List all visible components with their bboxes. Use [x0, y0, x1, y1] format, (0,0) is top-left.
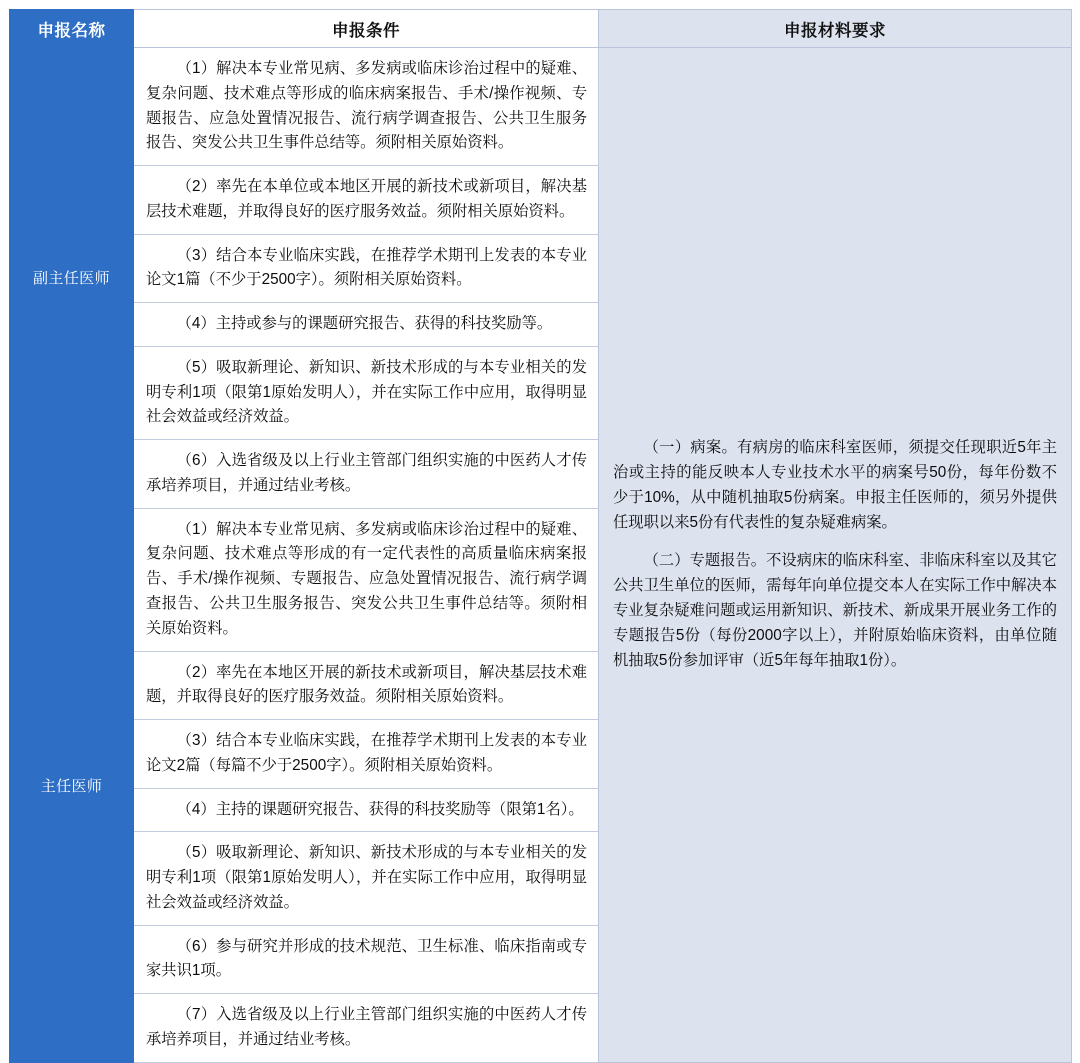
condition-cell: [134, 346, 599, 439]
condition-text: （1）解决本专业常见病、多发病或临床诊治过程中的疑难、复杂问题、技术难点等形成的临床病案报告、手术/操作视频、专题报告、应急处置情况报告、流行病学调查报告、公共卫生服务报告、突发公共卫生事件总结等。须附相关原始资料。: [146, 60, 587, 152]
condition-cell: [134, 166, 599, 235]
condition-cell: [134, 234, 599, 303]
condition-cell: [134, 788, 599, 832]
column-header-material: 申报材料要求: [599, 10, 1072, 48]
declaration-requirements-table: [9, 9, 1072, 1063]
table-header: [10, 10, 1072, 48]
table-header-row: [10, 10, 1072, 48]
condition-cell: [134, 925, 599, 994]
table-row: [10, 48, 1072, 166]
condition-cell: [134, 994, 599, 1063]
condition-cell: [134, 508, 599, 651]
section-name-associate-chief-physician: 副主任医师: [10, 48, 134, 509]
table-body: [10, 48, 1072, 1063]
condition-cell: [134, 303, 599, 347]
condition-text: （3）结合本专业临床实践，在推荐学术期刊上发表的本专业论文1篇（不少于2500字）。须附相关原始资料。: [146, 246, 587, 289]
column-header-name: 申报名称: [10, 10, 134, 48]
material-requirement-paragraph: （二）专题报告。不设病床的临床科室、非临床科室以及其它公共卫生单位的医师，需每年向单位提交本人在实际工作中解决本专业复杂疑难问题或运用新知识、新技术、新成果开展业务工作的专题报告5份（每份2000字以上），并附原始临床资料，由单位随机抽取5份参加评审（近5年每年抽取1份）。: [613, 552, 1057, 669]
condition-text: （6）入选省级及以上行业主管部门组织实施的中医药人才传承培养项目，并通过结业考核。: [146, 452, 587, 494]
material-requirements-cell: [599, 48, 1072, 1063]
column-header-condition: 申报条件: [134, 10, 599, 48]
condition-text: （5）吸取新理论、新知识、新技术形成的与本专业相关的发明专利1项（限第1原始发明人），并在实际工作中应用，取得明显社会效益或经济效益。: [146, 358, 587, 426]
condition-text: （6）参与研究并形成的技术规范、卫生标准、临床指南或专家共识1项。: [146, 937, 587, 980]
section-name-chief-physician: 主任医师: [10, 508, 134, 1062]
condition-text: （2）率先在本单位或本地区开展的新技术或新项目，解决基层技术难题，并取得良好的医疗服务效益。须附相关原始资料。: [146, 178, 587, 220]
material-requirement-paragraph: （一）病案。有病房的临床科室医师，须提交任现职近5年主治或主持的能反映本人专业技术水平的病案号50份，每年份数不少于10%，从中随机抽取5份病案。申报主任医师的，须另外提供任现职以来5份有代表性的复杂疑难病案。: [613, 439, 1057, 531]
condition-cell: [134, 48, 599, 166]
condition-text: （5）吸取新理论、新知识、新技术形成的与本专业相关的发明专利1项（限第1原始发明人），并在实际工作中应用，取得明显社会效益或经济效益。: [146, 844, 587, 911]
condition-text: （2）率先在本地区开展的新技术或新项目，解决基层技术难题，并取得良好的医疗服务效益。须附相关原始资料。: [146, 663, 587, 706]
condition-text: （1）解决本专业常见病、多发病或临床诊治过程中的疑难、复杂问题、技术难点等形成的有一定代表性的高质量临床病案报告、手术/操作视频、专题报告、应急处置情况报告、流行病学调查报告、公共卫生服务报告、突发公共卫生事件总结等。须附相关原始资料。: [146, 520, 587, 637]
condition-cell: [134, 440, 599, 509]
condition-text: （7）入选省级及以上行业主管部门组织实施的中医药人才传承培养项目，并通过结业考核。: [146, 1006, 587, 1048]
condition-text: （4）主持的课题研究报告、获得的科技奖励等（限第1名）。: [176, 800, 584, 818]
condition-cell: [134, 720, 599, 789]
condition-cell: [134, 832, 599, 925]
condition-cell: [134, 651, 599, 720]
condition-text: （3）结合本专业临床实践，在推荐学术期刊上发表的本专业论文2篇（每篇不少于2500字）。须附相关原始资料。: [146, 732, 587, 774]
condition-text: （4）主持或参与的课题研究报告、获得的科技奖励等。: [176, 315, 553, 333]
